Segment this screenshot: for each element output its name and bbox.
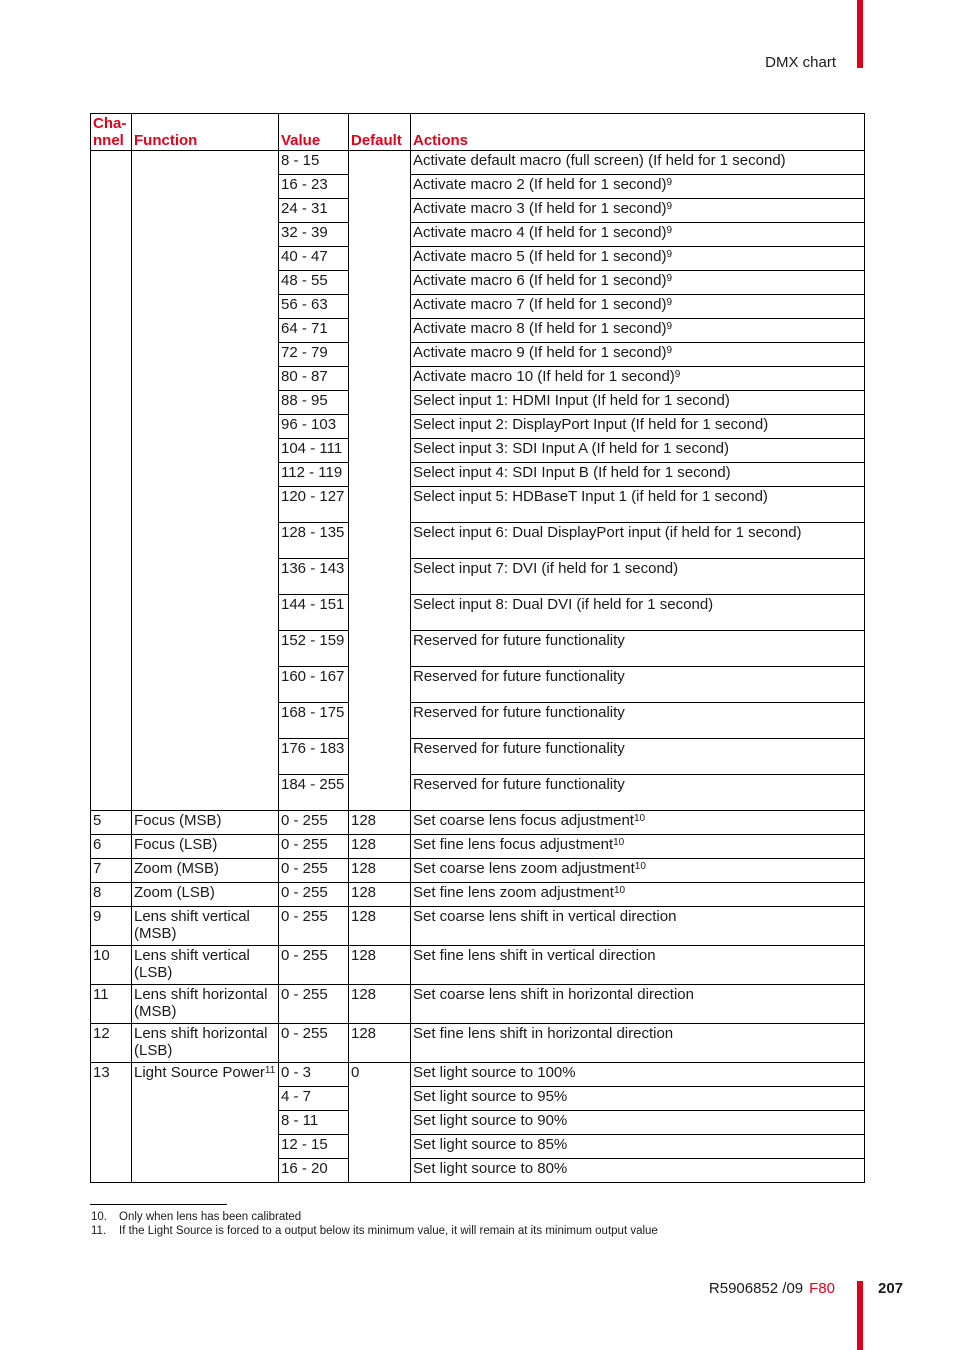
default-cell xyxy=(349,151,411,811)
function-cell: Zoom (MSB) xyxy=(132,859,279,883)
action-text: Select input 5: HDBaseT Input 1 (if held for 1 second) xyxy=(413,488,768,505)
footnote-ref: 9 xyxy=(666,297,673,308)
action-cell xyxy=(411,595,865,631)
function-cell: Focus (MSB) xyxy=(132,811,279,835)
value-cell: 112 - 119 xyxy=(279,463,349,487)
action-text: Select input 1: HDMI Input (If held for 1 second) xyxy=(413,392,730,409)
value-cell: 104 - 111 xyxy=(279,439,349,463)
action-text: Set fine lens shift in vertical direction xyxy=(413,947,656,964)
value-cell: 144 - 151 xyxy=(279,595,349,631)
action-cell xyxy=(411,667,865,703)
footnote-11: 11. If the Light Source is forced to a output below its minimum value, it will remain at its minimum output value xyxy=(91,1225,658,1237)
action-text: Set fine lens shift in horizontal direction xyxy=(413,1025,674,1042)
function-cell: Zoom (LSB) xyxy=(132,883,279,907)
value-cell: 72 - 79 xyxy=(279,343,349,367)
table-row xyxy=(91,1063,865,1087)
footnote-ref: 10 xyxy=(633,813,646,824)
action-cell xyxy=(411,367,865,391)
action-text: Select input 8: Dual DVI (if held for 1 second) xyxy=(413,596,714,613)
value-cell: 96 - 103 xyxy=(279,415,349,439)
footnote-ref: 9 xyxy=(666,273,673,284)
value-cell: 168 - 175 xyxy=(279,703,349,739)
value-cell: 128 - 135 xyxy=(279,523,349,559)
action-cell xyxy=(411,271,865,295)
action-cell xyxy=(411,859,865,883)
action-text: Activate macro 9 (If held for 1 second) xyxy=(413,344,667,361)
footnote-divider xyxy=(90,1204,227,1205)
value-cell: 56 - 63 xyxy=(279,295,349,319)
value-cell: 24 - 31 xyxy=(279,199,349,223)
default-cell: 128 xyxy=(349,946,411,985)
default-cell: 128 xyxy=(349,907,411,946)
action-text: Activate macro 2 (If held for 1 second) xyxy=(413,176,667,193)
channel-cell: 12 xyxy=(91,1024,132,1063)
action-cell xyxy=(411,1135,865,1159)
function-cell xyxy=(132,151,279,811)
section-title: DMX chart xyxy=(765,54,836,71)
action-cell xyxy=(411,631,865,667)
action-text: Reserved for future functionality xyxy=(413,668,625,685)
action-text: Select input 3: SDI Input A (If held for 1 second) xyxy=(413,440,730,457)
action-text: Activate macro 7 (If held for 1 second) xyxy=(413,296,667,313)
channel-cell: 7 xyxy=(91,859,132,883)
header-accent-bar xyxy=(857,0,863,68)
footnote-ref: 10 xyxy=(634,861,646,872)
action-text: Set light source to 80% xyxy=(413,1160,568,1177)
table-header-row xyxy=(91,114,865,151)
action-cell xyxy=(411,811,865,835)
action-text: Activate default macro (full screen) (If held for 1 second) xyxy=(413,152,786,169)
channel-cell xyxy=(91,151,132,811)
action-text: Select input 2: DisplayPort Input (If held for 1 second) xyxy=(413,416,769,433)
value-cell: 0 - 3 xyxy=(279,1063,349,1087)
value-cell: 32 - 39 xyxy=(279,223,349,247)
footnote-ref: 10 xyxy=(613,885,626,896)
col-header-default: Default xyxy=(349,114,411,151)
action-text: Set fine lens focus adjustment xyxy=(413,836,614,853)
action-cell xyxy=(411,1063,865,1087)
value-cell: 0 - 255 xyxy=(279,835,349,859)
action-text: Set light source to 95% xyxy=(413,1088,568,1105)
action-cell xyxy=(411,523,865,559)
channel-cell: 6 xyxy=(91,835,132,859)
action-text: Activate macro 4 (If held for 1 second) xyxy=(413,224,667,241)
action-cell xyxy=(411,739,865,775)
footnote-ref: 9 xyxy=(666,345,673,356)
value-cell: 48 - 55 xyxy=(279,271,349,295)
value-cell: 0 - 255 xyxy=(279,883,349,907)
footnote-10: 10. Only when lens has been calibrated xyxy=(91,1211,302,1223)
channel-cell: 11 xyxy=(91,985,132,1024)
value-cell: 184 - 255 xyxy=(279,775,349,811)
action-text: Set fine lens zoom adjustment xyxy=(413,884,614,901)
action-cell xyxy=(411,883,865,907)
action-text: Reserved for future functionality xyxy=(413,776,625,793)
value-cell: 12 - 15 xyxy=(279,1135,349,1159)
action-cell xyxy=(411,295,865,319)
value-cell: 0 - 255 xyxy=(279,946,349,985)
table-row xyxy=(91,859,865,883)
value-cell: 152 - 159 xyxy=(279,631,349,667)
channel-cell: 5 xyxy=(91,811,132,835)
default-cell: 0 xyxy=(349,1063,411,1183)
action-text: Set coarse lens zoom adjustment xyxy=(413,860,635,877)
action-cell xyxy=(411,463,865,487)
value-cell: 176 - 183 xyxy=(279,739,349,775)
action-cell xyxy=(411,391,865,415)
action-text: Activate macro 8 (If held for 1 second) xyxy=(413,320,667,337)
function-cell: Lens shift horizontal (MSB) xyxy=(132,985,279,1024)
value-cell: 40 - 47 xyxy=(279,247,349,271)
action-text: Set light source to 90% xyxy=(413,1112,568,1129)
function-cell: Lens shift horizontal (LSB) xyxy=(132,1024,279,1063)
action-text: Set coarse lens shift in vertical direction xyxy=(413,908,677,925)
value-cell: 16 - 23 xyxy=(279,175,349,199)
action-cell xyxy=(411,439,865,463)
channel-cell: 10 xyxy=(91,946,132,985)
function-text: Light Source Power xyxy=(134,1064,265,1081)
doc-number: R5906852 /09 xyxy=(708,1280,804,1297)
action-cell xyxy=(411,703,865,739)
table-row xyxy=(91,985,865,1024)
table-row xyxy=(91,811,865,835)
table-row xyxy=(91,883,865,907)
action-text: Set coarse lens shift in horizontal direction xyxy=(413,986,694,1003)
default-cell: 128 xyxy=(349,835,411,859)
action-cell xyxy=(411,835,865,859)
action-cell xyxy=(411,775,865,811)
action-text: Set light source to 100% xyxy=(413,1064,576,1081)
value-cell: 88 - 95 xyxy=(279,391,349,415)
action-text: Activate macro 5 (If held for 1 second) xyxy=(413,248,667,265)
col-header-actions: Actions xyxy=(411,114,865,151)
action-text: Set coarse lens focus adjustment xyxy=(413,812,634,829)
default-cell: 128 xyxy=(349,985,411,1024)
value-cell: 80 - 87 xyxy=(279,367,349,391)
footnote-ref: 9 xyxy=(666,201,673,212)
default-cell: 128 xyxy=(349,811,411,835)
action-text: Reserved for future functionality xyxy=(413,740,625,757)
action-cell xyxy=(411,1159,865,1183)
value-cell: 120 - 127 xyxy=(279,487,349,523)
value-cell: 64 - 71 xyxy=(279,319,349,343)
function-cell: Lens shift vertical (MSB) xyxy=(132,907,279,946)
action-cell xyxy=(411,946,865,985)
action-cell xyxy=(411,415,865,439)
function-cell: Lens shift vertical (LSB) xyxy=(132,946,279,985)
action-text: Activate macro 6 (If held for 1 second) xyxy=(413,272,667,289)
action-cell xyxy=(411,343,865,367)
value-cell: 16 - 20 xyxy=(279,1159,349,1183)
footnote-ref: 9 xyxy=(666,249,673,260)
table-row xyxy=(91,907,865,946)
table-row xyxy=(91,1024,865,1063)
footnote-ref: 9 xyxy=(666,225,673,236)
footnote-ref: 9 xyxy=(666,177,673,188)
default-cell: 128 xyxy=(349,883,411,907)
footnote-ref: 10 xyxy=(613,837,625,848)
action-cell xyxy=(411,487,865,523)
table-row xyxy=(91,835,865,859)
value-cell: 8 - 11 xyxy=(279,1111,349,1135)
action-cell xyxy=(411,175,865,199)
action-cell xyxy=(411,199,865,223)
action-text: Activate macro 3 (If held for 1 second) xyxy=(413,200,667,217)
action-cell xyxy=(411,907,865,946)
default-cell: 128 xyxy=(349,1024,411,1063)
action-cell xyxy=(411,151,865,175)
value-cell: 0 - 255 xyxy=(279,907,349,946)
value-cell: 0 - 255 xyxy=(279,811,349,835)
footnote-ref: 11 xyxy=(264,1065,276,1076)
action-cell xyxy=(411,223,865,247)
value-cell: 0 - 255 xyxy=(279,859,349,883)
default-cell: 128 xyxy=(349,859,411,883)
action-cell xyxy=(411,985,865,1024)
footer-accent-bar xyxy=(857,1281,863,1350)
page-number: 207 xyxy=(878,1280,904,1297)
action-cell xyxy=(411,559,865,595)
function-cell xyxy=(132,1063,279,1183)
col-header-value: Value xyxy=(279,114,349,151)
action-text: Select input 7: DVI (if held for 1 second) xyxy=(413,560,679,577)
value-cell: 136 - 143 xyxy=(279,559,349,595)
function-cell: Focus (LSB) xyxy=(132,835,279,859)
footnote-ref: 9 xyxy=(666,321,673,332)
action-text: Activate macro 10 (If held for 1 second) xyxy=(413,368,675,385)
action-text: Select input 4: SDI Input B (If held for 1 second) xyxy=(413,464,731,481)
action-cell xyxy=(411,319,865,343)
value-cell: 4 - 7 xyxy=(279,1087,349,1111)
channel-cell: 9 xyxy=(91,907,132,946)
channel-cell: 8 xyxy=(91,883,132,907)
action-cell xyxy=(411,1111,865,1135)
col-header-function: Function xyxy=(132,114,279,151)
action-text: Set light source to 85% xyxy=(413,1136,568,1153)
table-row xyxy=(91,151,865,175)
footnote-ref: 9 xyxy=(674,369,681,380)
action-cell xyxy=(411,1024,865,1063)
value-cell: 160 - 167 xyxy=(279,667,349,703)
table-row xyxy=(91,946,865,985)
action-text: Select input 6: Dual DisplayPort input (if held for 1 second) xyxy=(413,524,802,541)
model-name: F80 xyxy=(809,1280,835,1297)
value-cell: 0 - 255 xyxy=(279,985,349,1024)
footer-doc-info xyxy=(709,1280,835,1297)
action-cell xyxy=(411,1087,865,1111)
value-cell: 0 - 255 xyxy=(279,1024,349,1063)
col-header-channel: Cha- nnel xyxy=(91,114,132,151)
action-text: Reserved for future functionality xyxy=(413,704,625,721)
action-text: Reserved for future functionality xyxy=(413,632,625,649)
dmx-chart-table xyxy=(90,113,865,1183)
value-cell: 8 - 15 xyxy=(279,151,349,175)
channel-cell: 13 xyxy=(91,1063,132,1183)
action-cell xyxy=(411,247,865,271)
